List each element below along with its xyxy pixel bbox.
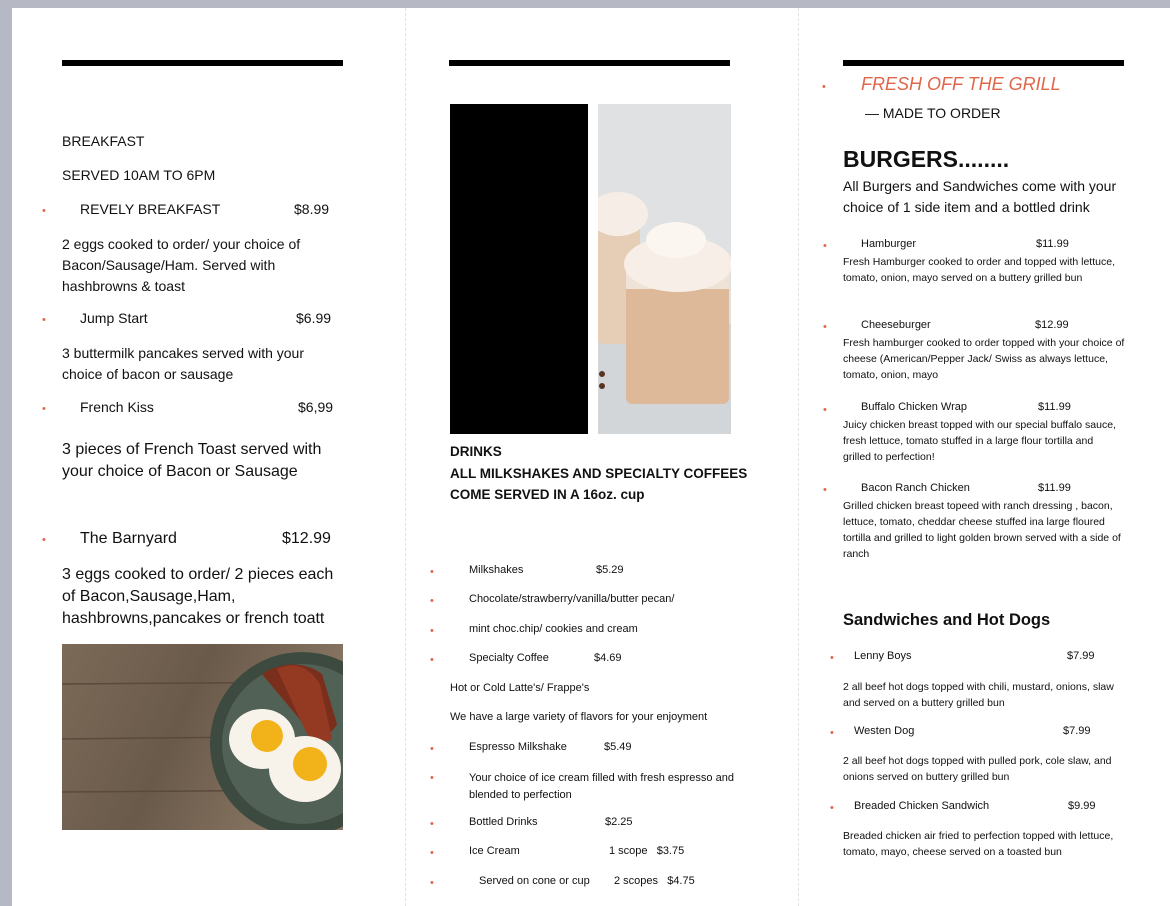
burger-name: Hamburger bbox=[861, 238, 917, 250]
sandwiches-title: Sandwiches and Hot Dogs bbox=[843, 611, 1051, 629]
bullet-icon: • bbox=[430, 877, 434, 889]
left-top-bar bbox=[62, 60, 343, 66]
burger-name: Buffalo Chicken Wrap bbox=[861, 401, 967, 413]
drink-line: Espresso Milkshake bbox=[469, 741, 567, 753]
burger-price: $11.99 bbox=[1036, 238, 1069, 250]
drink-line: We have a large variety of flavors for your enjoyment bbox=[450, 711, 708, 723]
burger-name: Bacon Ranch Chicken bbox=[861, 482, 970, 494]
sandwich-description: Breaded chicken air fried to perfection topped with lettuce, tomato, mayo, cheese served on a toasted bun bbox=[843, 830, 1114, 858]
bullet-icon: • bbox=[430, 847, 434, 859]
made-to-order: — MADE TO ORDER bbox=[865, 105, 1001, 121]
bullet-icon: • bbox=[823, 484, 827, 496]
burger-description: Fresh hamburger cooked to order topped with your choice of cheese (American/Pepper Jack/ Swiss as always lettuce, tomato, onion, mayo bbox=[843, 337, 1125, 381]
item-price: $12.99 bbox=[282, 530, 331, 547]
sandwich-price: $7.99 bbox=[1063, 725, 1091, 737]
black-image-block bbox=[450, 104, 588, 434]
bullet-icon: • bbox=[430, 654, 434, 666]
item-description: 2 eggs cooked to order/ your choice of Bacon/Sausage/Ham. Served with hashbrowns & toast bbox=[62, 236, 301, 294]
item-name: The Barnyard bbox=[80, 530, 177, 547]
burger-price: $11.99 bbox=[1038, 482, 1071, 494]
burger-description: Fresh Hamburger cooked to order and topped with lettuce, tomato, onion, mayo served on a buttery grilled bun bbox=[843, 256, 1115, 284]
drink-price: $5.49 bbox=[604, 741, 632, 753]
bullet-icon: • bbox=[42, 403, 46, 415]
item-price: $6,99 bbox=[298, 399, 334, 415]
drink-line: Served on cone or cup bbox=[479, 875, 590, 887]
burger-price: $12.99 bbox=[1035, 319, 1069, 331]
item-name: Jump Start bbox=[80, 310, 148, 326]
bullet-icon: • bbox=[42, 314, 46, 326]
fold-line-left bbox=[405, 8, 406, 906]
sandwich-name: Lenny Boys bbox=[854, 650, 912, 662]
bullet-icon: • bbox=[830, 802, 834, 814]
drink-line: Bottled Drinks bbox=[469, 816, 538, 828]
drink-line: mint choc.chip/ cookies and cream bbox=[469, 623, 638, 635]
drink-price: $4.69 bbox=[594, 652, 622, 664]
drink-price: $5.29 bbox=[596, 564, 624, 576]
milkshake-photo bbox=[598, 104, 731, 434]
burger-price: $11.99 bbox=[1038, 401, 1071, 413]
bullet-icon: • bbox=[430, 772, 434, 784]
breakfast-hours: SERVED 10AM TO 6PM bbox=[62, 167, 216, 183]
burgers-note: All Burgers and Sandwiches come with your choice of 1 side item and a bottled drink bbox=[843, 178, 1117, 215]
drink-line: Your choice of ice cream filled with fresh espresso and blended to perfection bbox=[469, 772, 734, 801]
sandwich-price: $7.99 bbox=[1067, 650, 1095, 662]
bullet-icon: • bbox=[42, 205, 46, 217]
bullet-icon: • bbox=[430, 818, 434, 830]
bullet-icon: • bbox=[830, 727, 834, 739]
item-price: $8.99 bbox=[294, 201, 330, 217]
drink-line: Hot or Cold Latte's/ Frappe's bbox=[450, 682, 590, 694]
sandwich-price: $9.99 bbox=[1068, 800, 1096, 812]
item-description: 3 pieces of French Toast served with your choice of Bacon or Sausage bbox=[62, 441, 322, 480]
item-name: REVELY BREAKFAST bbox=[80, 201, 221, 217]
bullet-icon: • bbox=[823, 321, 827, 333]
sandwich-name: Breaded Chicken Sandwich bbox=[854, 800, 990, 812]
sandwich-description: 2 all beef hot dogs topped with pulled pork, cole slaw, and onions served on buttery grilled bun bbox=[843, 755, 1112, 783]
drink-line: Ice Cream bbox=[469, 845, 520, 857]
burger-name: Cheeseburger bbox=[861, 319, 931, 331]
breakfast-heading: BREAKFAST bbox=[62, 133, 145, 149]
fold-line-right bbox=[798, 8, 799, 906]
item-name: French Kiss bbox=[80, 399, 154, 415]
middle-top-bar bbox=[449, 60, 730, 66]
burger-description: Grilled chicken breast topeed with ranch dressing , bacon, lettuce, tomato, cheddar cheese stuffed ina large floured tortilla and grilled to light golden brown served with a side of ranch bbox=[843, 500, 1121, 560]
item-price: $6.99 bbox=[296, 310, 332, 326]
item-description: 3 eggs cooked to order/ 2 pieces each of Bacon,Sausage,Ham, hashbrowns,pancakes or french toatt bbox=[62, 566, 334, 627]
bullet-icon: • bbox=[823, 404, 827, 416]
bullet-icon: • bbox=[430, 743, 434, 755]
drink-price: $2.25 bbox=[605, 816, 633, 828]
burger-description: Juicy chicken breast topped with our special buffalo sauce, fresh lettuce, tomato stuffed in a large flour tortilla and grilled to perfection! bbox=[843, 419, 1116, 463]
drink-price: 1 scope $3.75 bbox=[609, 845, 685, 857]
bullet-icon: • bbox=[430, 566, 434, 578]
drink-line: Specialty Coffee bbox=[469, 652, 549, 664]
bullet-icon: • bbox=[822, 81, 826, 93]
item-description: 3 buttermilk pancakes served with your choice of bacon or sausage bbox=[62, 345, 304, 382]
drink-line: Milkshakes bbox=[469, 564, 524, 576]
sandwich-name: Westen Dog bbox=[854, 725, 915, 737]
drink-line: Chocolate/strawberry/vanilla/butter pecan/ bbox=[469, 593, 675, 605]
right-top-bar bbox=[843, 60, 1124, 66]
menu-sheet bbox=[12, 8, 1170, 906]
bullet-icon: • bbox=[830, 652, 834, 664]
drinks-note: ALL MILKSHAKES AND SPECIALTY COFFEES COME SERVED IN A 16oz. cup bbox=[450, 466, 748, 502]
sandwich-description: 2 all beef hot dogs topped with chili, mustard, onions, slaw and served on a buttery grilled bun bbox=[843, 681, 1114, 709]
drinks-title: DRINKS bbox=[450, 444, 502, 459]
grill-title: FRESH OFF THE GRILL bbox=[861, 74, 1061, 94]
bullet-icon: • bbox=[42, 534, 46, 546]
bullet-icon: • bbox=[430, 625, 434, 637]
breakfast-photo bbox=[62, 644, 343, 830]
bullet-icon: • bbox=[430, 595, 434, 607]
drink-price: 2 scopes $4.75 bbox=[614, 875, 695, 887]
burgers-title: BURGERS........ bbox=[843, 146, 1010, 172]
bullet-icon: • bbox=[823, 240, 827, 252]
